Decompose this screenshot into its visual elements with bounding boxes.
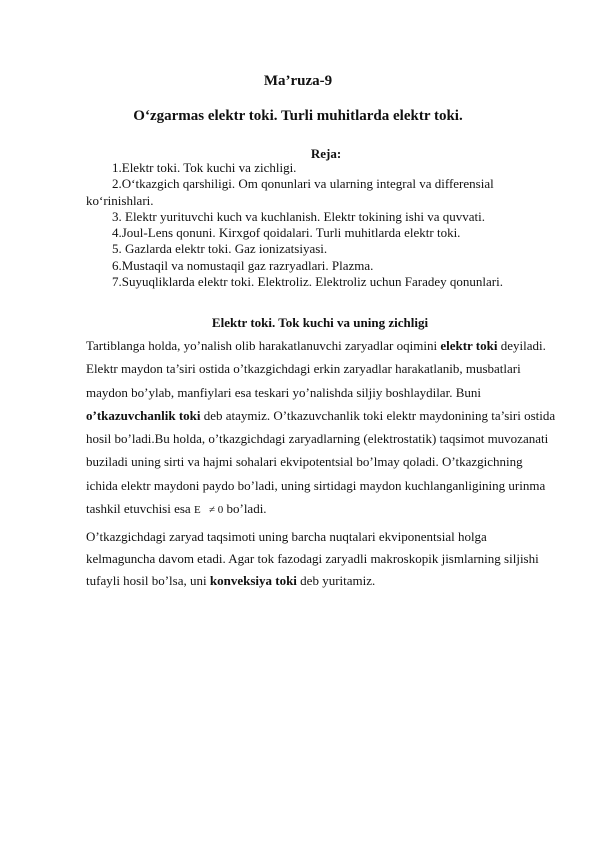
term-conduction-current: o’tkazuvchanlik toki: [86, 407, 201, 423]
plan-item: 1.Elektr toki. Tok kuchi va zichligi.: [112, 160, 297, 175]
paragraph-text: O’tkazgichdagi zaryad taqsimoti uning barcha nuqtalari ekviponentsial holga kelmaguncha davom etadi. Agar tok fazodagi zaryadli makroskopik jismlarning siljishi tufayli hosil bo’lsa, uni: [86, 529, 539, 589]
plan-item: 7.Suyuqliklarda elektr toki. Elektroliz. Elektroliz uchun Faradey qonunlari.: [112, 274, 503, 290]
paragraph-text: deyiladi. Elektr maydon ta’siri ostida o’tkazgichdagi erkin zaryadlar harakatlanib, musbatlari maydon bo’ylab, manfiylari esa teskari yo’nalishda siljiy boshlaydilar. Buni: [86, 338, 546, 400]
plan-list: [86, 160, 556, 290]
term-convection-current: konveksiya toki: [209, 573, 297, 589]
formula-relation: ≠ 0: [208, 504, 224, 517]
plan-item: 4.Joul-Lens qonuni. Kirxgof qoidalari. Turli muhitlarda elektr toki.: [112, 225, 461, 241]
plan-item: 6.Mustaqil va nomustaqil gaz razryadlari. Plazma.: [112, 257, 374, 273]
plan-item: 2.O‘tkazgich qarshiligi. Om qonunlari va ularning integral va differensial ko‘rinishlari.: [86, 176, 494, 208]
paragraph: [86, 526, 556, 592]
paragraph-text: Tartiblanga holda, yo’nalish olib harakatlanuvchi zaryadlar oqimini: [86, 338, 441, 353]
paragraph: [86, 334, 556, 522]
term-electric-current: elektr toki: [440, 338, 498, 353]
paragraph-text: deb yuritamiz.: [296, 573, 376, 589]
plan-item: 3. Elektr yurituvchi kuch va kuchlanish. Elektr tokining ishi va quvvati.: [112, 208, 485, 224]
plan-item: 5. Gazlarda elektr toki. Gaz ionizatsiyasi.: [112, 241, 328, 257]
document-title: O‘zgarmas elektr toki. Turli muhitlarda elektr toki.: [133, 108, 463, 124]
lecture-number: Ma’ruza-9: [263, 73, 333, 89]
section-heading: Elektr toki. Tok kuchi va uning zichligi: [211, 315, 429, 330]
section-body: [86, 334, 556, 592]
formula-symbol: E: [193, 504, 201, 517]
plan-heading: Reja:: [310, 146, 342, 161]
paragraph-text: deb ataymiz. O’tkazuvchanlik toki elektr maydonining ta’siri ostida hosil bo’ladi.Bu holda, o’tkazgichdagi zaryadlarning (elektrostatik) taqsimot muvozanati buziladi uning sirti va hajmi sohalari ekvipotentsial bo’lmay qoladi. O’tkazgichning ichida elektr maydoni paydo bo’ladi, uning sirtidagi maydon kuchlanganligining urinma tashkil etuvchisi esa: [86, 407, 556, 517]
paragraph-text: bo’ladi.: [223, 501, 267, 517]
formula: [194, 504, 223, 516]
